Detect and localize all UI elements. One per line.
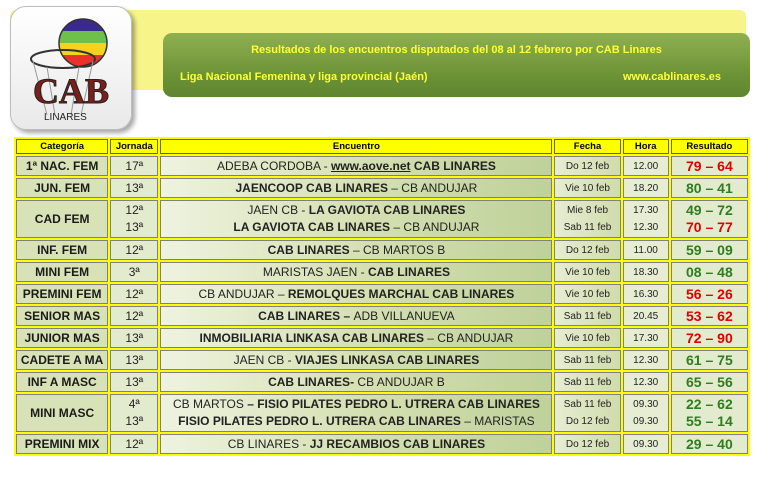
match-text: – MARISTAS [460,414,535,428]
hora-value: 12.30 [633,222,659,233]
col-header-categoria: Categoría [16,139,108,154]
jornada-cell [110,284,158,304]
logo-subtext: LINARES [44,112,87,123]
jornada-cell [110,434,158,454]
jornada-value: 13ª [125,352,144,367]
score-value: 08 – 48 [686,263,733,280]
resultado-cell [671,372,748,392]
col-header-encuentro: Encuentro [160,139,552,154]
jornada-cell [110,328,158,348]
category-cell: MINI MASC [16,394,108,432]
resultado-cell [671,284,748,304]
match-text: CAB LINARES- [268,374,355,389]
table-row [16,372,748,392]
table-row [16,178,748,198]
match-text: VIAJES LINKASA CAB LINARES [294,352,480,367]
jornada-value: 17ª [125,158,144,173]
hora-cell [623,178,669,198]
jornada-cell [110,240,158,260]
score-value: 22 – 62 [686,396,733,412]
hora-value: 20.45 [633,310,659,322]
hora-cell [623,394,669,432]
match-text: CAB LINARES – [258,308,354,323]
hora-cell [623,200,669,238]
table-row [16,262,748,282]
hora-value: 17.30 [633,332,659,344]
hora-value: 18.30 [633,266,659,278]
hora-value: 16.30 [633,288,659,300]
encuentro-cell [160,350,552,370]
match-text: CB MARTOS [172,397,248,411]
match-text: JAENCOOP CAB LINARES [235,180,388,195]
table-row [16,394,748,432]
hora-cell [623,328,669,348]
fecha-cell [554,156,620,176]
match-text: JAEN CB - [233,352,295,367]
hora-value: 12.30 [633,376,659,388]
score-value: 65 – 56 [686,373,733,390]
page-title: Resultados de los encuentros disputados del 08 al 12 febrero por CAB Linares [251,44,662,56]
fecha-cell [554,240,620,260]
col-header-jornada: Jornada [110,139,158,154]
encuentro-cell [160,434,552,454]
hora-value: 09.30 [633,416,659,427]
match-line [161,352,551,369]
jornada-value: 3ª [128,264,140,279]
col-header-hora: Hora [623,139,669,154]
resultado-cell [671,178,748,198]
match-text: CAB LINARES [410,158,496,173]
jornada-value: 13ª [125,330,144,345]
jornada-cell [110,178,158,198]
hora-cell [623,350,669,370]
match-text: MARISTAS JAEN - [262,264,368,279]
table-row [16,284,748,304]
match-line [161,330,551,347]
match-text: JJ RECAMBIOS CAB LINARES [309,436,486,451]
fecha-cell [554,434,620,454]
match-text: INMOBILIARIA LINKASA CAB LINARES [199,330,424,345]
table-row [16,350,748,370]
jornada-value: 13ª [125,414,144,428]
match-text: LA GAVIOTA CAB LINARES [308,203,466,217]
hora-cell [623,434,669,454]
logo-text: CAB [33,71,110,111]
jornada-value: 13ª [125,180,144,195]
category-cell: PREMINI MIX [16,434,108,454]
hora-value: 11.00 [633,244,658,256]
match-line [161,374,551,391]
resultado-cell [671,262,748,282]
fecha-value: Do 12 feb [565,244,610,256]
table-header-row [16,139,748,154]
match-line [161,242,551,259]
match-text: ADB VILLANUEVA [353,308,455,323]
resultado-cell [671,240,748,260]
encuentro-cell [160,200,552,238]
score-value: 80 – 41 [686,179,733,196]
match-line [161,180,551,197]
encuentro-cell [160,178,552,198]
encuentro-cell [160,328,552,348]
fecha-value: Do 12 feb [565,416,610,427]
encuentro-cell [160,306,552,326]
table-row [16,156,748,176]
hora-value: 18.20 [633,182,659,194]
jornada-cell [110,262,158,282]
results-table [14,137,750,456]
match-text: – FISIO PILATES PEDRO L. UTRERA CAB LINARES [247,397,540,411]
match-line [161,308,551,325]
jornada-value: 12ª [125,436,144,451]
fecha-cell [554,372,620,392]
match-line [161,264,551,281]
score-value: 70 – 77 [686,219,733,235]
fecha-cell [554,178,620,198]
match-text: CB ANDUJAR – [198,286,288,301]
score-value: 72 – 90 [686,329,733,346]
hora-cell [623,306,669,326]
match-text: – CB MARTOS B [349,242,446,257]
fecha-cell [554,306,620,326]
jornada-value: 12ª [125,203,144,217]
resultado-cell [671,328,748,348]
hora-cell [623,156,669,176]
match-line [161,286,551,303]
jornada-cell [110,156,158,176]
category-cell: INF A MASC [16,372,108,392]
fecha-cell [554,284,620,304]
fecha-cell [554,394,620,432]
match-line [161,158,551,175]
hora-value: 09.30 [633,438,659,450]
score-value: 29 – 40 [686,435,733,452]
match-line [161,202,551,219]
resultado-cell [671,200,748,238]
jornada-cell [110,306,158,326]
encuentro-cell [160,372,552,392]
match-line [161,396,551,413]
encuentro-cell [160,156,552,176]
match-line [161,219,551,236]
sponsor-link[interactable]: www.aove.net [330,158,411,173]
fecha-value: Sab 11 feb [563,354,612,366]
category-cell: 1ª NAC. FEM [16,156,108,176]
category-cell: MINI FEM [16,262,108,282]
fecha-cell [554,262,620,282]
encuentro-cell [160,262,552,282]
match-text: FISIO PILATES PEDRO L. UTRERA CAB LINARES [178,414,461,428]
encuentro-cell [160,240,552,260]
fecha-value: Sab 11 feb [563,399,612,410]
table-row [16,434,748,454]
col-header-resultado: Resultado [671,139,748,154]
resultado-cell [671,306,748,326]
match-text: JAEN CB - [247,203,309,217]
fecha-value: Sab 11 feb [563,222,612,233]
fecha-value: Do 12 feb [565,438,610,450]
encuentro-cell [160,394,552,432]
match-text: CB LINARES - [227,436,310,451]
hora-value: 17.30 [633,205,659,216]
jornada-cell [110,394,158,432]
website-link[interactable]: www.cablinares.es [622,71,721,83]
title-banner [163,33,750,97]
table-row [16,306,748,326]
encuentro-cell [160,284,552,304]
match-text: LA GAVIOTA CAB LINARES [233,220,391,234]
score-value: 49 – 72 [686,202,733,218]
match-text: – CB ANDUJAR [390,220,480,234]
cab-linares-logo [10,6,132,130]
resultado-cell [671,394,748,432]
category-cell: CADETE A MA [16,350,108,370]
score-value: 59 – 09 [686,241,733,258]
hora-value: 12.30 [633,354,659,366]
match-line [161,413,551,430]
resultado-cell [671,434,748,454]
match-text: CAB LINARES [367,264,450,279]
jornada-value: 12ª [125,242,144,257]
score-value: 79 – 64 [686,157,733,174]
category-cell: PREMINI FEM [16,284,108,304]
category-cell: CAD FEM [16,200,108,238]
match-text: – CB ANDUJAR [423,330,514,345]
table-row [16,200,748,238]
fecha-value: Vie 10 feb [565,332,610,344]
fecha-value: Sab 11 feb [563,310,612,322]
category-cell: JUN. FEM [16,178,108,198]
match-text: – CB ANDUJAR [387,180,478,195]
jornada-cell [110,350,158,370]
jornada-value: 13ª [125,374,144,389]
resultado-cell [671,156,748,176]
fecha-value: Sab 11 feb [563,376,612,388]
hora-value: 12.00 [633,160,659,172]
hora-value: 09.30 [633,399,659,410]
hora-cell [623,262,669,282]
league-subtitle: Liga Nacional Femenina y liga provincial (Jaén) [180,71,428,83]
jornada-cell [110,372,158,392]
score-value: 56 – 26 [686,285,733,302]
fecha-value: Vie 10 feb [565,266,610,278]
score-value: 61 – 75 [686,351,733,368]
resultado-cell [671,350,748,370]
match-text: REMOLQUES MARCHAL CAB LINARES [287,286,515,301]
match-line [161,436,551,453]
score-value: 55 – 14 [686,413,733,429]
hora-cell [623,372,669,392]
category-cell: INF. FEM [16,240,108,260]
fecha-value: Vie 10 feb [565,182,610,194]
category-cell: JUNIOR MAS [16,328,108,348]
jornada-value: 12ª [125,286,144,301]
fecha-cell [554,350,620,370]
jornada-value: 4ª [128,397,140,411]
match-text: CB ANDUJAR B [354,374,445,389]
fecha-value: Mie 8 feb [566,205,609,216]
table-row [16,328,748,348]
match-text: CAB LINARES [267,242,350,257]
col-header-fecha: Fecha [554,139,620,154]
jornada-value: 12ª [125,308,144,323]
fecha-cell [554,328,620,348]
fecha-value: Vie 10 feb [565,288,610,300]
fecha-value: Do 12 feb [565,160,610,172]
jornada-value: 13ª [125,220,144,234]
fecha-cell [554,200,620,238]
jornada-cell [110,200,158,238]
hora-cell [623,284,669,304]
match-text: ADEBA CORDOBA - [216,158,331,173]
score-value: 53 – 62 [686,307,733,324]
hora-cell [623,240,669,260]
table-row [16,240,748,260]
category-cell: SENIOR MAS [16,306,108,326]
